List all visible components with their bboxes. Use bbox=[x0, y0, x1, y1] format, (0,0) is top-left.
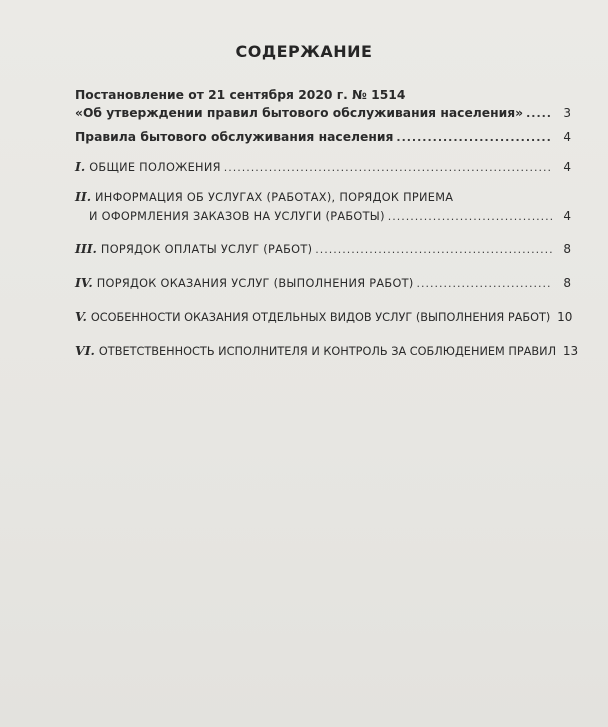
section-numeral: I. bbox=[75, 159, 86, 174]
page-number: 8 bbox=[563, 242, 571, 256]
toc-entry-decree bbox=[75, 86, 571, 123]
toc-entry-section-5 bbox=[75, 308, 571, 327]
leader-dots bbox=[417, 275, 552, 293]
section-numeral: V. bbox=[75, 309, 87, 324]
toc-entry-text: ИНФОРМАЦИЯ ОБ УСЛУГАХ (РАБОТАХ), ПОРЯДОК ПРИЕМА bbox=[95, 191, 454, 204]
page-number: 3 bbox=[563, 106, 571, 120]
toc-entry-text: ОСОБЕННОСТИ ОКАЗАНИЯ ОТДЕЛЬНЫХ ВИДОВ УСЛУГ (ВЫПОЛНЕНИЯ РАБОТ) bbox=[90, 311, 551, 324]
section-numeral: III. bbox=[75, 241, 97, 256]
section-numeral: II. bbox=[75, 189, 92, 204]
leader-dots bbox=[315, 241, 552, 259]
section-numeral: VI. bbox=[75, 343, 95, 358]
page-number: 4 bbox=[563, 130, 571, 144]
toc-entry-section-6 bbox=[75, 342, 579, 361]
page-title: СОДЕРЖАНИЕ bbox=[235, 42, 373, 61]
toc-entry-section-4 bbox=[75, 274, 571, 293]
toc-entry-text: «Об утверждении правил бытового обслуживания населения» bbox=[75, 106, 524, 120]
toc-entry-section-2-line2 bbox=[75, 207, 571, 226]
leader-dots bbox=[224, 159, 552, 177]
page-number: 4 bbox=[563, 209, 571, 223]
toc-entry-text: ОБЩИЕ ПОЛОЖЕНИЯ bbox=[89, 161, 221, 174]
toc-entry-text: Правила бытового обслуживания населения bbox=[75, 130, 394, 144]
toc-entry-text: ПОРЯДОК ОПЛАТЫ УСЛУГ (РАБОТ) bbox=[100, 243, 313, 256]
toc-entry-section-6-line bbox=[75, 342, 579, 361]
toc-entry-section-5-line bbox=[75, 308, 571, 327]
toc-entry-decree-line2 bbox=[75, 104, 571, 123]
toc-entry-rules-line bbox=[75, 128, 571, 147]
leader-dots bbox=[526, 105, 552, 123]
toc-entry-section-4-line bbox=[75, 274, 571, 293]
page-number: 13 bbox=[562, 344, 579, 358]
toc-entry-section-1-line bbox=[75, 158, 571, 177]
toc-entry-section-3 bbox=[75, 240, 571, 259]
page-number: 8 bbox=[563, 276, 571, 290]
section-numeral: IV. bbox=[75, 275, 93, 290]
toc-entry-text: ОТВЕТСТВЕННОСТЬ ИСПОЛНИТЕЛЯ И КОНТРОЛЬ ЗА СОБЛЮДЕНИЕМ ПРАВИЛ bbox=[98, 345, 557, 358]
page-number: 10 bbox=[557, 310, 573, 324]
leader-dots bbox=[396, 129, 552, 147]
toc-entry-section-3-line bbox=[75, 240, 571, 259]
page-number: 4 bbox=[563, 160, 571, 174]
leader-dots bbox=[388, 208, 552, 226]
toc-entry-text: И ОФОРМЛЕНИЯ ЗАКАЗОВ НА УСЛУГИ (РАБОТЫ) bbox=[89, 210, 385, 223]
toc-entry-text: ПОРЯДОК ОКАЗАНИЯ УСЛУГ (ВЫПОЛНЕНИЯ РАБОТ) bbox=[96, 277, 414, 290]
toc-entry-section-2-line1 bbox=[75, 188, 571, 207]
toc-entry-section-1 bbox=[75, 158, 571, 177]
toc-entry-rules bbox=[75, 128, 571, 147]
toc-entry-text: Постановление от 21 сентября 2020 г. № 1514 bbox=[75, 88, 406, 102]
toc-entry-decree-line1 bbox=[75, 86, 571, 104]
toc-entry-section-2 bbox=[75, 188, 571, 226]
